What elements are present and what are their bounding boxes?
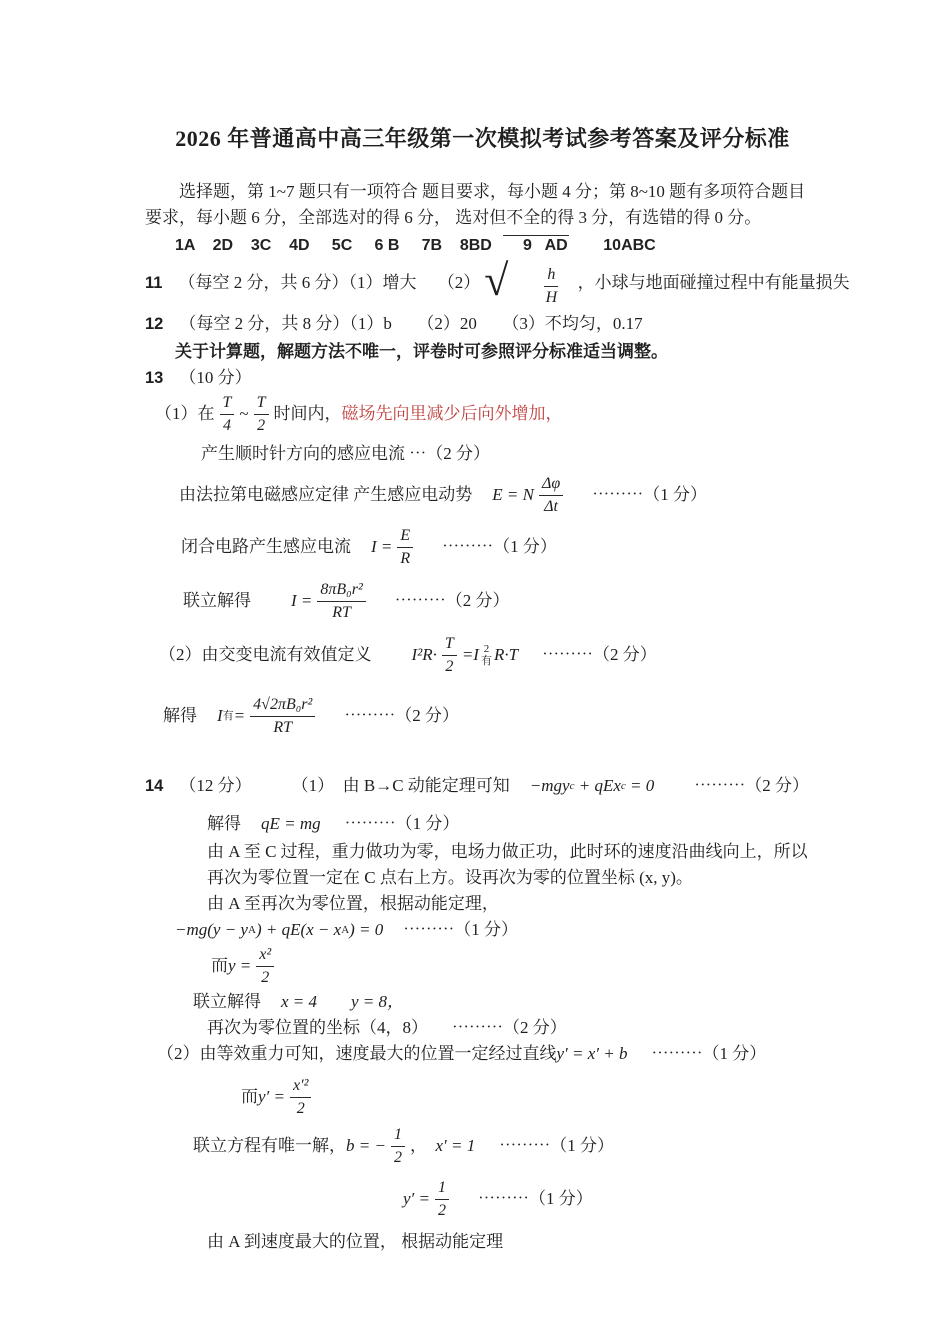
score-text: ⋯⋯⋯（1 分） [499,1136,614,1155]
fraction-4sqrt2piB0r2-RT: $\frac{\text{4√2πB₀r²}}{RT}$ [250,695,315,736]
fraction-1-2: $\frac{1}{2}$ [435,1178,449,1219]
eq-part: −mgy [529,776,570,795]
q11-number: 11 [145,274,163,292]
q13-score: （10 分） [179,368,252,387]
q12-number: 12 [145,315,164,333]
score-text: ⋯⋯⋯（1 分） [651,1044,767,1063]
while-label: 而 [211,956,228,975]
score-text: ⋯⋯⋯（2 分） [394,591,510,610]
faraday-label: 由法拉第电磁感应定律 产生感应电动势 [179,485,473,504]
q13-rms-solve-line [145,689,820,743]
eq-lhs: b = − [346,1136,386,1155]
fraction-T-2: $\frac{T}{2}$ [442,634,457,675]
q12-text: （每空 2 分，共 8 分）（1）b （2）20 （3）不均匀，0.17 [179,314,643,333]
subscript: 有 [222,710,234,722]
q14-number: 14 [145,777,164,795]
fraction-dphi-dt: $\frac{\Delta\varphi}{\Delta t}$ [539,474,563,515]
radical-sign-icon: √ [484,256,509,306]
eq-part: −mg(y − y [175,920,248,939]
choice-answers: 1A 2D 3C 4D 5C 6 B 7B 8BD 9 AD 10ABC [175,237,656,254]
score-text: ⋯⋯⋯（1 分） [344,814,460,833]
q13-closed-circuit-line [145,525,820,569]
intro-paragraph: 选择题，第 1~7 题只有一项符合 题目要求，每小题 4 分；第 8~10 题有多项符合题目要求，每小题 6 分，全部选对的得 6 分， 选对但不全的得 3 分，有选错的得 0 分。 [145,182,806,227]
solve-label: 解得 [207,814,241,833]
q14-coordinate-line [145,1015,820,1041]
grading-note: 关于计算题，解题方法不唯一，评卷时可参照评分标准适当调整。 [175,342,668,361]
faraday-lhs: E = N [492,485,534,504]
solve-label: 联立解得 [183,591,251,610]
fraction-1-2: $\frac{1}{2}$ [391,1125,405,1166]
eq-part: ) = 0 [349,920,384,939]
q11-line [145,256,850,307]
subscript: c [569,780,575,792]
rms-label: （2）由交变电流有效值定义 [159,645,372,664]
comma: ， [409,1136,436,1155]
eq-part: = 0 [625,776,655,795]
score-text: ⋯⋯⋯（2 分） [344,706,460,725]
eq-part: + qEx [574,776,621,795]
page-title: 2026 年普通高中高三年级第一次模拟考试参考答案及评分标准 [175,126,790,151]
q14-p1-label: （1） 由 B→C 动能定理可知 [291,776,510,795]
q13-current-line: 产生顺时针方向的感应电流 ⋯（2 分） [201,444,490,463]
equiv-label: （2）由等效重力可知，速度最大的位置一定经过直线 [157,1044,557,1063]
subscript: A [247,924,256,936]
q14-part2-line [145,1041,820,1067]
subscript: c [620,780,626,792]
equals-sign: = [233,706,246,725]
score-text: ⋯⋯⋯（2 分） [694,776,810,795]
subscript: A [341,924,350,936]
eq-lhs: y′ = [258,1087,285,1106]
closed-label: 闭合电路产生感应电流 [181,537,351,556]
equals-sign: = [461,645,474,664]
q14-explanation-paragraph: 由 A 至 C 过程，重力做功为零，电场力做正功，此时环的速度沿曲线向上，所以再次为零位置一定在 C 点右上方。设再次为零的位置坐标 (x, y)。 [207,842,808,887]
rms-lhs: I²R· [411,645,437,664]
q12-line [145,311,820,337]
q11-tail: ，小球与地面碰撞过程中有能量损失 [573,273,850,292]
q13-p1-after: 时间内， [273,404,342,423]
q14-ymax-line [145,1175,820,1223]
fraction-T-2: $\frac{T}{2}$ [254,393,269,434]
q13-part1-line [145,391,820,437]
solve-lhs: I = [291,591,313,610]
q13-heading [145,365,820,391]
fraction-T-4: $\frac{T}{4}$ [220,393,235,434]
q14-solve-line [145,811,820,837]
q13-solve-line [145,577,820,625]
score-text: ⋯⋯⋯（2 分） [542,645,657,664]
eq-part: ) + qE(x − x [255,920,342,939]
unique-label: 联立方程有唯一解， [193,1136,346,1155]
q14-solve-xy-line [145,989,820,1015]
q11-text: （每空 2 分，共 6 分）（1）增大 （2） [178,273,481,292]
fraction-x2-2: $\frac{\text{x²}}{2}$ [256,945,274,986]
tilde: ~ [239,404,249,423]
q14-unique-solution-line [145,1123,820,1169]
score-text: ⋯⋯⋯（1 分） [478,1189,593,1208]
q13-number: 13 [145,369,164,387]
q14-kinetic-line: 由 A 至再次为零位置，根据动能定理， [207,894,499,913]
closed-lhs: I = [371,537,393,556]
sup-sub-stack: 2 有 [480,642,492,667]
q14-final-line: 由 A 到速度最大的位置， 根据动能定理 [207,1232,504,1251]
score-text: ⋯⋯⋯（1 分） [403,920,519,939]
fraction-E-R: $\frac{E}{R}$ [397,526,413,567]
fraction-8piB0r2-RT: $\frac{\text{8πB₀r²}}{RT}$ [317,580,365,621]
current-symbol: I [473,645,479,664]
solve-label: 解得 [163,706,197,725]
score-text: ⋯⋯⋯（1 分） [442,537,557,556]
eq-body: x = 4 y = 8， [281,992,405,1011]
fraction-xprime2-2: $\frac{\text{x′²}}{2}$ [290,1076,311,1117]
coordinate-text: 再次为零位置的坐标（4，8） [207,1018,428,1037]
q14-score: （12 分） [179,776,252,795]
q13-p1-lead: （1）在 [155,404,215,423]
while-label: 而 [241,1087,258,1106]
q14-eq2-line [145,917,820,943]
current-symbol: I [217,706,223,725]
eq-lhs: y′ = [403,1189,430,1208]
q14-heading-line [145,773,820,799]
solve-label: 联立解得 [193,992,261,1011]
q13-faraday-line [145,473,820,517]
eq-x: x′ = 1 [435,1136,476,1155]
eq-body: y′ = x′ + b [556,1044,628,1063]
eq-lhs: y = [228,956,252,975]
highlighted-answer: 磁场先向里减少后向外增加， [341,404,563,423]
fraction-h-H: $\frac{h}{H}$ [545,266,558,306]
score-text: ⋯⋯⋯（1 分） [592,485,707,504]
eq-body: qE = mg [261,814,321,833]
q13-part2-line [145,633,820,677]
q14-parabola2-line [145,1073,820,1121]
q14-parabola-line [145,943,820,989]
rms-tail: R·T [493,645,519,664]
score-text: ⋯⋯⋯（2 分） [452,1018,567,1037]
